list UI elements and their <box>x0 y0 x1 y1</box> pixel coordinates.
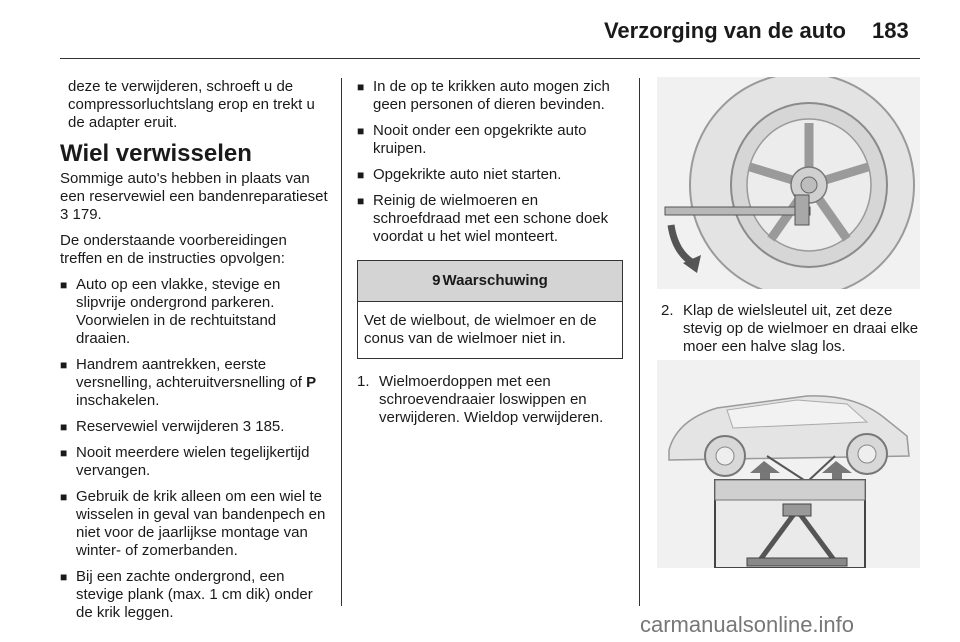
step-text: Klap de wielsleutel uit, zet deze stevig op de wielmoer en draai elke moer een halve slag los. <box>683 302 919 355</box>
list-item: ■ Nooit onder een opgekrikte auto kruipen. <box>357 122 623 158</box>
watermark: carmanualsonline.info <box>640 612 855 637</box>
list-item-text-end: inschakelen. <box>76 392 160 409</box>
column-divider-2 <box>639 78 640 606</box>
step-number: 2. <box>661 302 674 319</box>
warning-title: Waarschuwing <box>442 272 548 289</box>
intro-paragraph: deze te verwijderen, schroeft u de compressorluchtslang erop en trekt u de adapter eruit. <box>68 78 315 131</box>
column-3-text <box>661 302 921 356</box>
header-divider <box>60 58 920 59</box>
step-list <box>357 373 623 427</box>
list-item-text: Handrem aantrekken, eerste versnelling, achteruitversnelling of <box>76 356 302 391</box>
page-ref-icon: 3 <box>60 206 69 223</box>
list-item-text: Reservewiel verwijderen <box>76 418 239 435</box>
step-item <box>357 373 623 427</box>
warning-box <box>357 260 623 359</box>
list-item: ■ Nooit meerdere wielen tegelijkertijd vervangen. <box>60 444 328 480</box>
list-item <box>60 356 328 410</box>
car-jack-icon <box>657 360 920 568</box>
page-ref-link[interactable]: 179. <box>72 206 102 223</box>
page-number: 183 <box>872 18 909 43</box>
gear-p-label: P <box>306 374 317 391</box>
section-heading: Wiel verwisselen <box>60 140 252 167</box>
page-title: Verzorging van de auto <box>603 18 846 43</box>
list-item: ■ Reinig de wielmoeren en schroefdraad met een schone doek voordat u het wiel monteert. <box>357 192 623 246</box>
page-ref-link[interactable]: 185. <box>255 418 285 435</box>
car-jack-illustration <box>657 360 920 568</box>
safety-list <box>357 78 623 246</box>
column-divider-1 <box>341 78 342 606</box>
page-ref-icon: 3 <box>242 418 252 435</box>
step-list <box>661 302 921 356</box>
preparation-list <box>60 276 328 622</box>
warning-header <box>358 261 622 302</box>
list-item: ■ Auto op een vlakke, stevige en slipvrije ondergrond parkeren. Voorwielen in de rechtuitstand draaien. <box>60 276 328 348</box>
column-1 <box>60 78 328 630</box>
paragraph-spare-wheel <box>60 170 328 224</box>
paragraph-preparations: De onderstaande voorbereidingen treffen en de instructies opvolgen: <box>60 232 287 267</box>
step-text: Wielmoerdoppen met een schroevendraaier loswippen en verwijderen. Wieldop verwijderen. <box>379 373 604 426</box>
wheel-illustration <box>657 77 920 289</box>
column-2 <box>357 78 623 427</box>
paragraph-text: Sommige auto's hebben in plaats van een reservewiel een bandenreparatieset <box>60 170 328 205</box>
warning-triangle-icon: 9 <box>432 272 441 289</box>
list-item <box>60 418 328 436</box>
list-item: ■ In de op te krikken auto mogen zich geen personen of dieren bevinden. <box>357 78 623 114</box>
list-item: ■ Gebruik de krik alleen om een wiel te wisselen in geval van bandenpech en niet voor de jaarlijkse montage van winter- of zomerbanden. <box>60 488 328 560</box>
step-item <box>661 302 921 356</box>
wheel-wrench-icon <box>657 77 920 289</box>
step-number: 1. <box>357 373 370 390</box>
list-item: ■ Bij een zachte ondergrond, een stevige plank (max. 1 cm dik) onder de krik leggen. <box>60 568 328 622</box>
warning-body: Vet de wielbout, de wielmoer en de conus van de wielmoer niet in. <box>364 312 597 347</box>
list-item: ■ Opgekrikte auto niet starten. <box>357 166 623 184</box>
